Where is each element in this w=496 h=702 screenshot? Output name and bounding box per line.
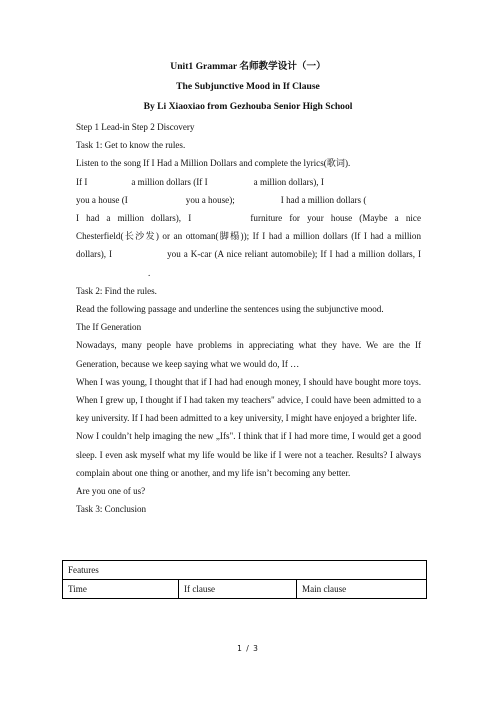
table-cell-main-clause: Main clause: [297, 580, 427, 599]
table-header-cell: Features: [63, 561, 427, 580]
passage-paragraph-1: Nowadays, many people have problems in appreciating what they have. We are the If Generation, because we keep saying what we would do, If …: [76, 340, 421, 369]
lyric-paragraph: [76, 209, 421, 282]
lyric-text: you a house (I: [76, 194, 128, 205]
lyric-text: you a K-car (A nice reliant automobile); If I had a million dollars, I: [167, 249, 422, 260]
doc-title: Unit1 Grammar 名师教学设计（一）: [170, 61, 326, 72]
lyric-text: you a house);: [185, 194, 235, 205]
passage-paragraph-2: When I was young, I thought that if I had had enough money, I should have bought more toys. When I grew up, I thought if I had taken my teachers" advice, I could have been admitted to a key university. If I had been admitted to a key university, I might have enjoyed a brighter life.: [76, 376, 421, 424]
passage-paragraph-3: Now I couldn’t help imaging the new „Ifs". I think that if I had more time, I would get a good sleep. I even ask myself what my life would be like if I were not a teacher. Results? I always complain about one thing or another, and my life isn’t becoming any better.: [76, 431, 421, 478]
task1-heading: Task 1: Get to know the rules.: [76, 140, 186, 151]
table-row: [63, 561, 427, 580]
lyric-text: I had a million dollars), I: [76, 213, 192, 224]
table-cell-if-clause: If clause: [179, 580, 297, 599]
conclusion-table: [62, 560, 427, 599]
table-row: [63, 580, 427, 599]
lyric-line-1: [76, 173, 421, 191]
lyric-line-2: [76, 191, 421, 209]
table-cell-time: Time: [63, 580, 179, 599]
task3-heading: Task 3: Conclusion: [76, 504, 147, 515]
task2-instruction: Read the following passage and underline the sentences using the subjunctive mood.: [76, 304, 384, 315]
page-number: 1 / 3: [237, 644, 259, 653]
lyric-text: If I: [76, 176, 88, 187]
task1-instruction: Listen to the song If I Had a Million Dollars and complete the lyrics(歌词).: [76, 158, 351, 169]
passage-closing: Are you one of us?: [76, 486, 146, 497]
doc-body: [76, 118, 421, 518]
step-line: Step 1 Lead-in Step 2 Discovery: [76, 122, 195, 132]
lyric-text: I had a million dollars (: [280, 194, 367, 205]
doc-subtitle: The Subjunctive Mood in If Clause: [176, 81, 320, 92]
lyric-text: .: [148, 267, 151, 278]
doc-byline: By Li Xiaoxiao from Gezhouba Senior High School: [143, 101, 353, 112]
task2-heading: Task 2: Find the rules.: [76, 285, 157, 296]
lyric-text: a million dollars (If I: [131, 176, 208, 187]
lyric-text: a million dollars), I: [253, 176, 324, 187]
passage-title: The If Generation: [76, 322, 142, 333]
lyric-text: furniture for your house (Maybe a nice Chesterfield(长沙发) or an ottoman(脚榻)); If I had a million dollars (If I had a million dollars), I: [76, 213, 421, 260]
